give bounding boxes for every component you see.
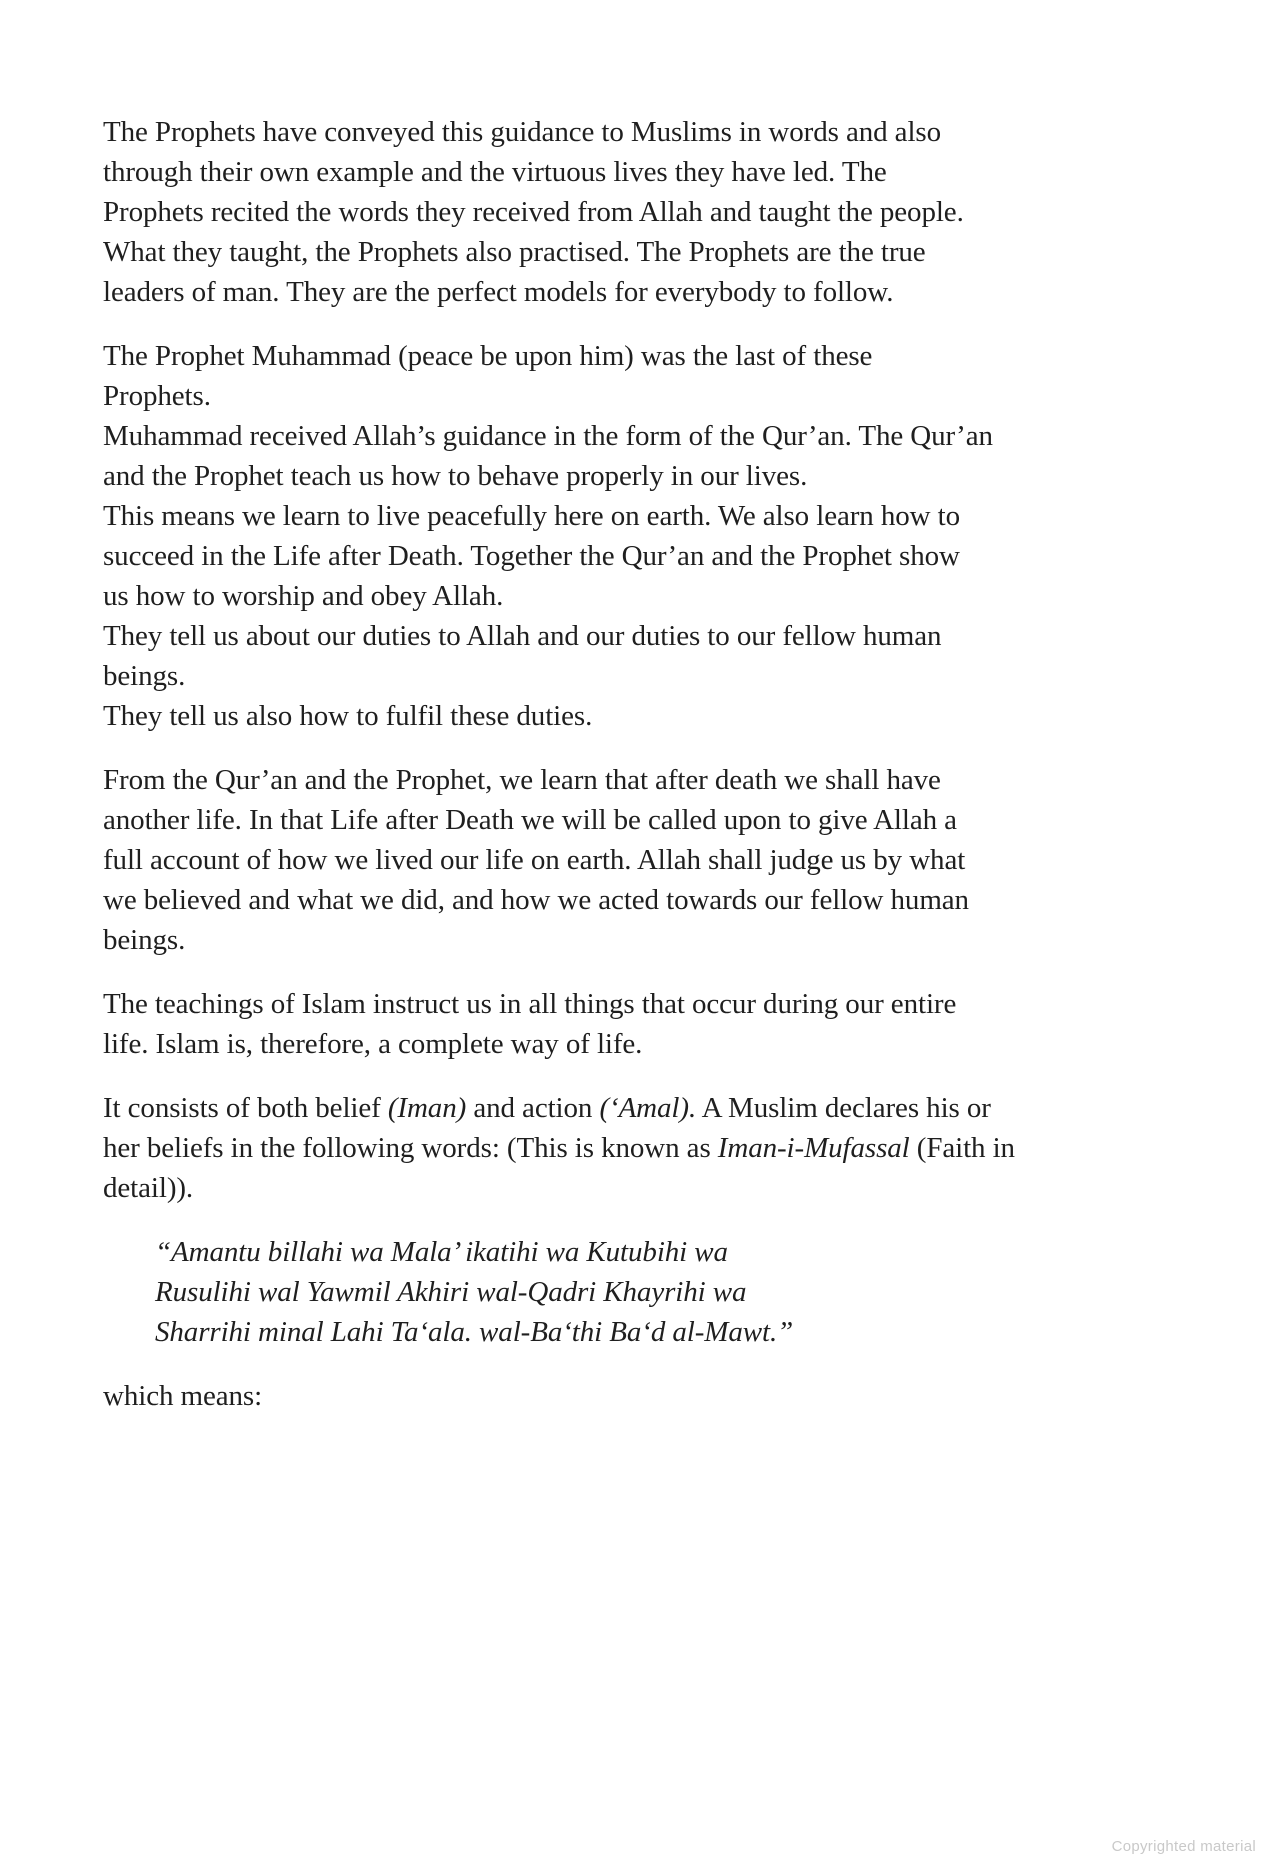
text-segment: It consists of both belief [103, 1092, 388, 1124]
text-segment: “Amantu billahi wa Mala’ ikatihi wa Kutubihi wa [155, 1236, 728, 1268]
text-segment: another life. In that Life after Death we will be called upon to give Allah a [103, 804, 957, 836]
text-segment: What they taught, the Prophets also practised. The Prophets are the true [103, 236, 926, 268]
text-segment: Iman-i-Mufassal [717, 1132, 910, 1164]
text-segment: The Prophets have conveyed this guidance to Muslims in words and also [103, 116, 941, 148]
text-segment: They tell us about our duties to Allah and our duties to our fellow human [103, 620, 942, 652]
paragraph [103, 760, 1163, 960]
paragraph [103, 336, 1163, 736]
text-segment: her beliefs in the following words: (This is known as [103, 1132, 718, 1164]
text-segment: From the Qur’an and the Prophet, we learn that after death we shall have [103, 764, 941, 796]
copyright-watermark: Copyrighted material [1111, 1838, 1256, 1855]
text-segment: This means we learn to live peacefully here on earth. We also learn how to [103, 500, 960, 532]
text-segment: detail)). [103, 1172, 194, 1204]
page-text [103, 112, 1163, 1440]
paragraph [103, 984, 1163, 1064]
text-segment: and the Prophet teach us how to behave properly in our lives. [103, 460, 808, 492]
paragraph [103, 1376, 1163, 1416]
text-segment: They tell us also how to fulfil these duties. [103, 700, 593, 732]
text-segment: Prophets recited the words they received from Allah and taught the people. [103, 196, 964, 228]
text-segment: A Muslim declares his or [696, 1092, 991, 1124]
text-segment: The Prophet Muhammad (peace be upon him) was the last of these [103, 340, 873, 372]
text-segment: full account of how we lived our life on earth. Allah shall judge us by what [103, 844, 966, 876]
text-segment: (Faith in [909, 1132, 1015, 1164]
text-segment: Prophets. [103, 380, 211, 412]
paragraph [103, 1088, 1163, 1208]
text-segment: which means: [103, 1380, 263, 1412]
text-segment: and action [466, 1092, 600, 1124]
text-segment: leaders of man. They are the perfect models for everybody to follow. [103, 276, 894, 308]
text-segment: life. Islam is, therefore, a complete way of life. [103, 1028, 643, 1060]
text-segment: beings. [103, 924, 186, 956]
text-segment: (Iman) [387, 1092, 467, 1124]
text-segment: Sharrihi minal Lahi Ta‘ala. wal-Ba‘thi Ba‘d al-Mawt.” [155, 1316, 794, 1348]
text-segment: succeed in the Life after Death. Together the Qur’an and the Prophet show [103, 540, 960, 572]
text-segment: Rusulihi wal Yawmil Akhiri wal-Qadri Khayrihi wa [155, 1276, 747, 1308]
text-segment: Muhammad received Allah’s guidance in the form of the Qur’an. The Qur’an [103, 420, 993, 452]
text-segment: beings. [103, 660, 186, 692]
text-segment: through their own example and the virtuous lives they have led. The [103, 156, 887, 188]
text-segment: The teachings of Islam instruct us in all things that occur during our entire [103, 988, 957, 1020]
text-segment: we believed and what we did, and how we acted towards our fellow human [103, 884, 969, 916]
text-segment: us how to worship and obey Allah. [103, 580, 504, 612]
paragraph [103, 112, 1163, 312]
text-segment: (‘Amal). [599, 1092, 697, 1124]
quote-paragraph [155, 1232, 1163, 1352]
